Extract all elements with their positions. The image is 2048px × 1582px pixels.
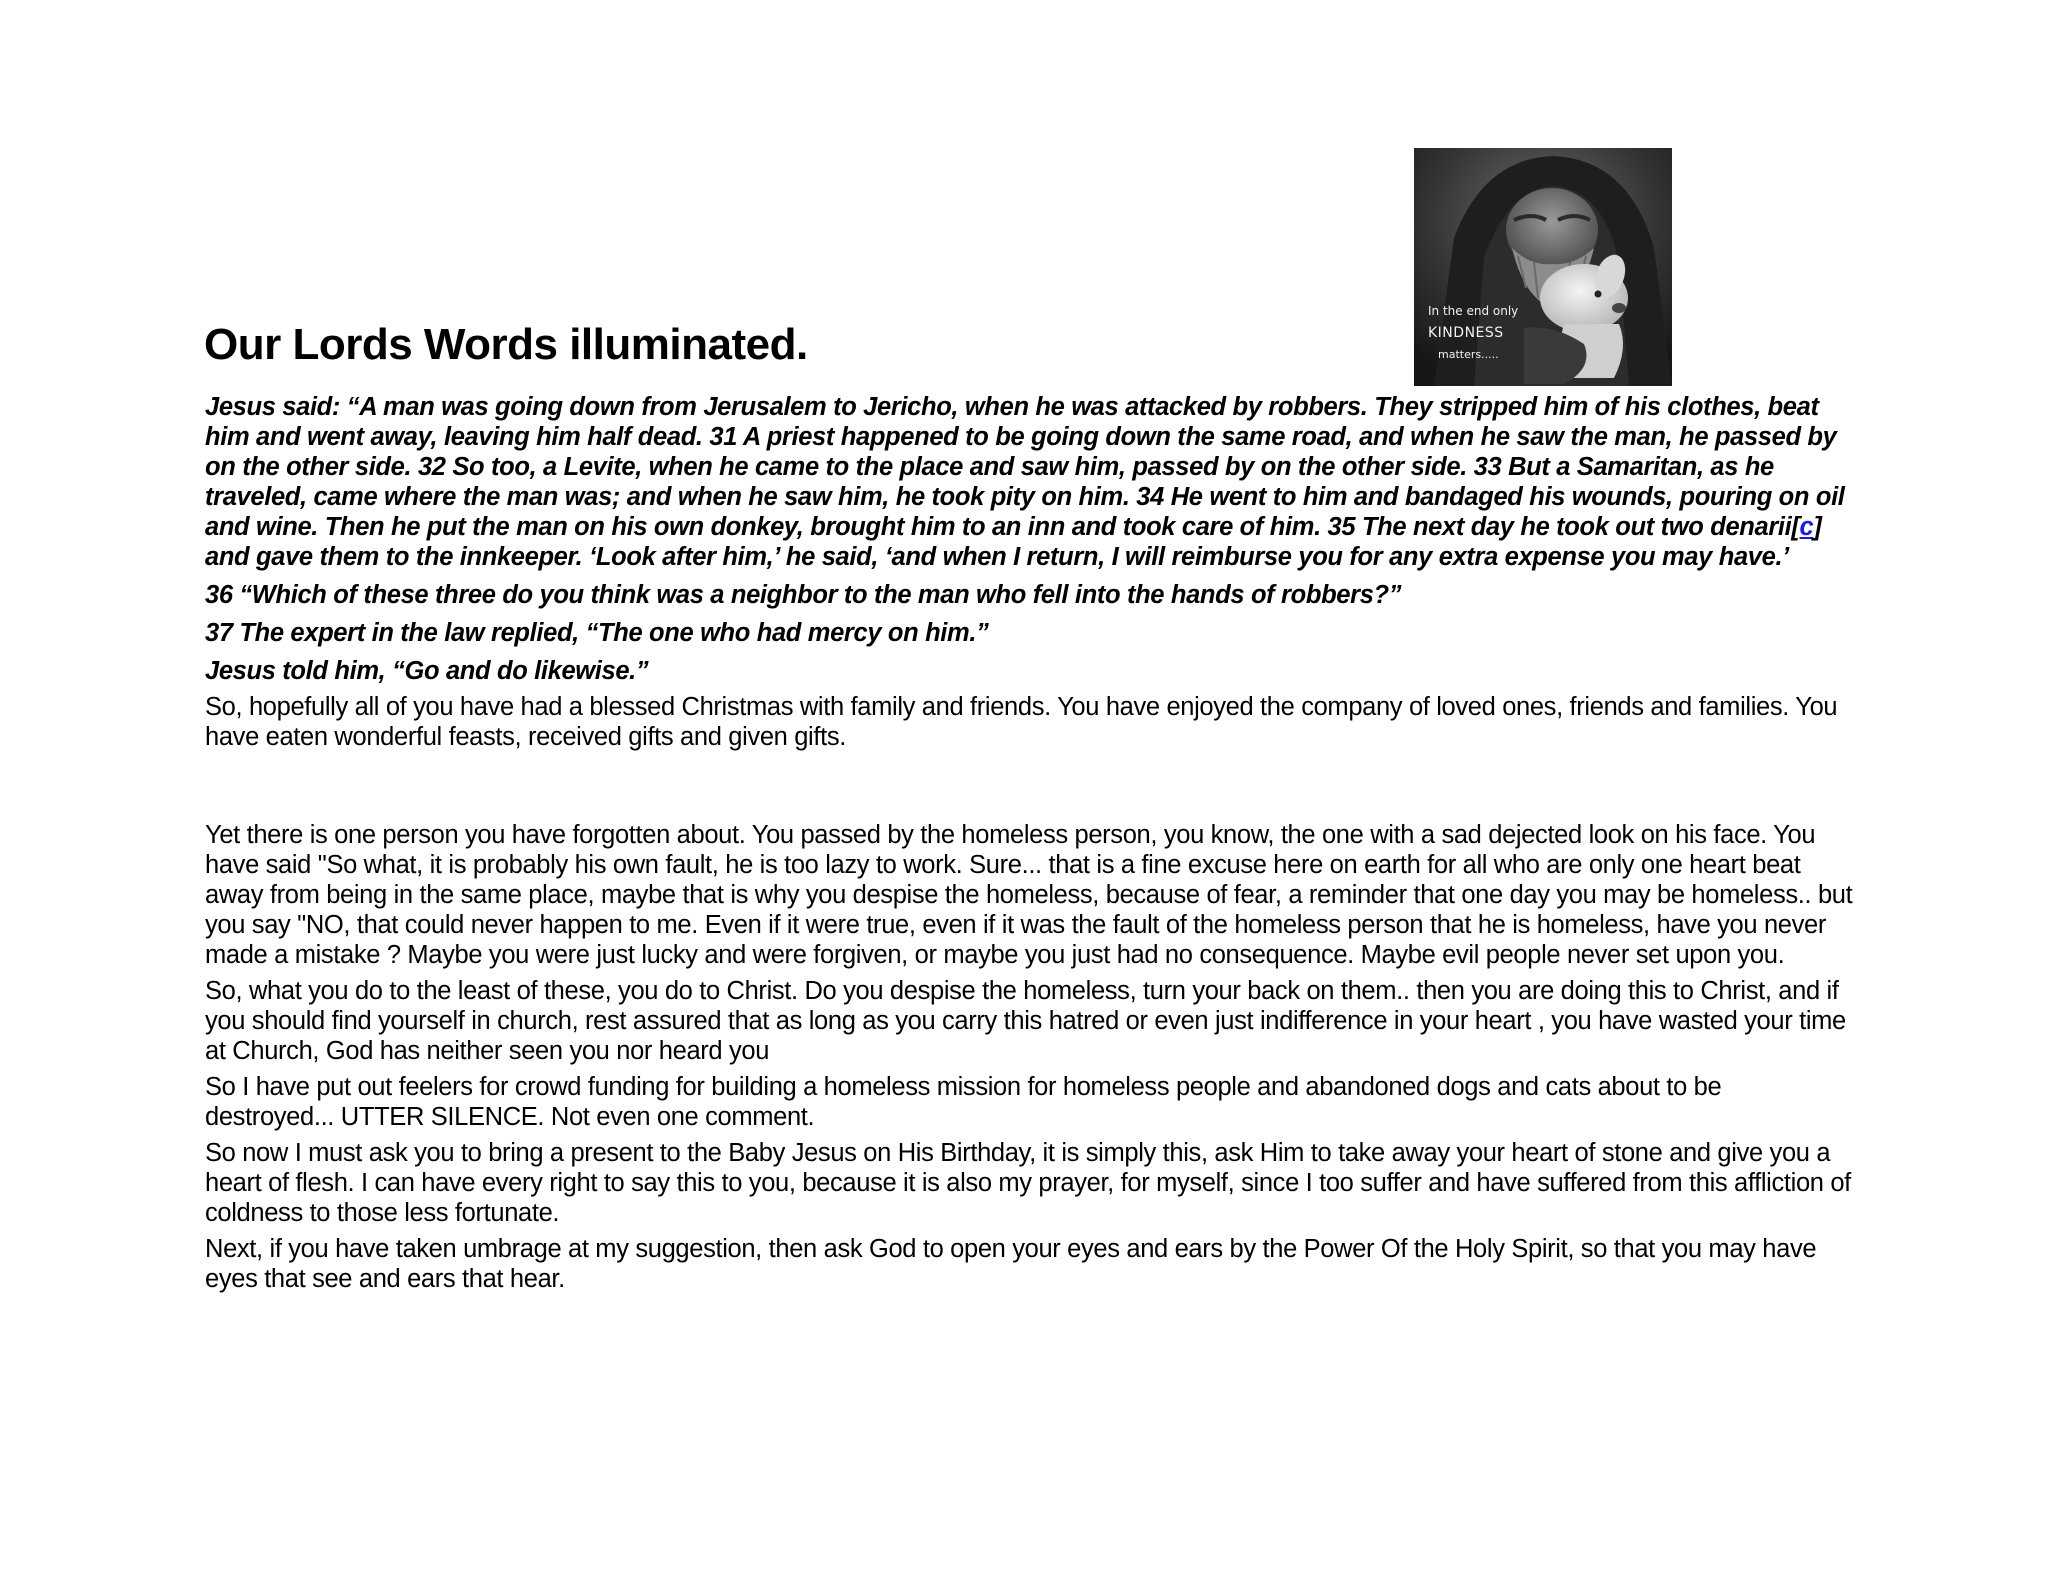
photo-caption-line3: matters.....	[1438, 348, 1499, 361]
reflection-paragraph: So, hopefully all of you have had a blessed Christmas with family and friends. You have enjoyed the company of loved ones, friends and families. You have eaten wonderful feasts, received gifts and given gifts.	[205, 693, 1838, 751]
reflection-paragraph: So now I must ask you to bring a present to the Baby Jesus on His Birthday, it is simply this, ask Him to take away your heart of stone and give you a heart of flesh. I can have every right to say this to you, because it is also my prayer, for myself, since I too suffer and have suffered from this affliction of coldness to those less fortunate.	[205, 1139, 1851, 1227]
footnote-bracket-open: [	[1791, 513, 1800, 541]
kindness-photo	[1414, 148, 1672, 386]
scripture-verse-36: 36 “Which of these three do you think was a neighbor to the man who fell into the hands of robbers?”	[205, 581, 1402, 609]
reflection-paragraph: So I have put out feelers for crowd funding for building a homeless mission for homeless people and abandoned dogs and cats about to be destroyed... UTTER SILENCE. Not even one comment.	[205, 1073, 1722, 1131]
scripture-verse-37: 37 The expert in the law replied, “The one who had mercy on him.”	[205, 619, 989, 647]
photo-caption-line2: KINDNESS	[1428, 325, 1504, 341]
footnote-bracket-close: ]	[1813, 513, 1822, 541]
page-title: Our Lords Words illuminated.	[204, 320, 808, 369]
scripture-text-before-footnote: Jesus said: “A man was going down from Jerusalem to Jericho, when he was attacked by robbers. They stripped him of his clothes, beat him and went away, leaving him half dead. 31 A priest happened to be going down the same road, and when he saw the man, he passed by on the other side. 32 So too, a Levite, when he came to the place and saw him, passed by on the other side. 33 But a Samaritan, as he traveled, came where the man was; and when he saw him, he took pity on him. 34 He went to him and bandaged his wounds, pouring on oil and wine. Then he put the man on his own donkey, brought him to an inn and took care of him. 35 The next day he took out two denarii	[205, 393, 1845, 541]
reflection-paragraph: Yet there is one person you have forgotten about. You passed by the homeless person, you know, the one with a sad dejected look on his face. You have said "So what, it is probably his own fault, he is too lazy to work. Sure... that is a fine excuse here on earth for all who are only one heart beat away from being in the same place, maybe that is why you despise the homeless, because of fear, a reminder that one day you may be homeless.. but you say "NO, that could never happen to me. Even if it were true, even if it was the fault of the homeless person that he is homeless, have you never made a mistake ? Maybe you were just lucky and were forgiven, or maybe you just had no consequence. Maybe evil people never set upon you.	[205, 821, 1853, 969]
reflection-paragraph: Next, if you have taken umbrage at my suggestion, then ask God to open your eyes and ears by the Power Of the Holy Spirit, so that you may have eyes that see and ears that hear.	[205, 1235, 1817, 1293]
footnote-link[interactable]: c	[1799, 513, 1814, 541]
document-body	[205, 392, 1855, 1294]
scripture-closing: Jesus told him, “Go and do likewise.”	[205, 657, 649, 685]
scripture-passage	[205, 392, 1855, 572]
photo-caption-line1: In the end only	[1428, 304, 1519, 318]
photo-caption	[1428, 300, 1518, 366]
reflection-paragraph: So, what you do to the least of these, you do to Christ. Do you despise the homeless, turn your back on them.. then you are doing this to Christ, and if you should find yourself in church, rest assured that as long as you carry this hatred or even just indifference in your heart , you have wasted your time at Church, God has neither seen you nor heard you	[205, 977, 1846, 1065]
scripture-text-after-footnote: and gave them to the innkeeper. ‘Look after him,’ he said, ‘and when I return, I will reimburse you for any extra expense you may have.’	[205, 543, 1789, 571]
